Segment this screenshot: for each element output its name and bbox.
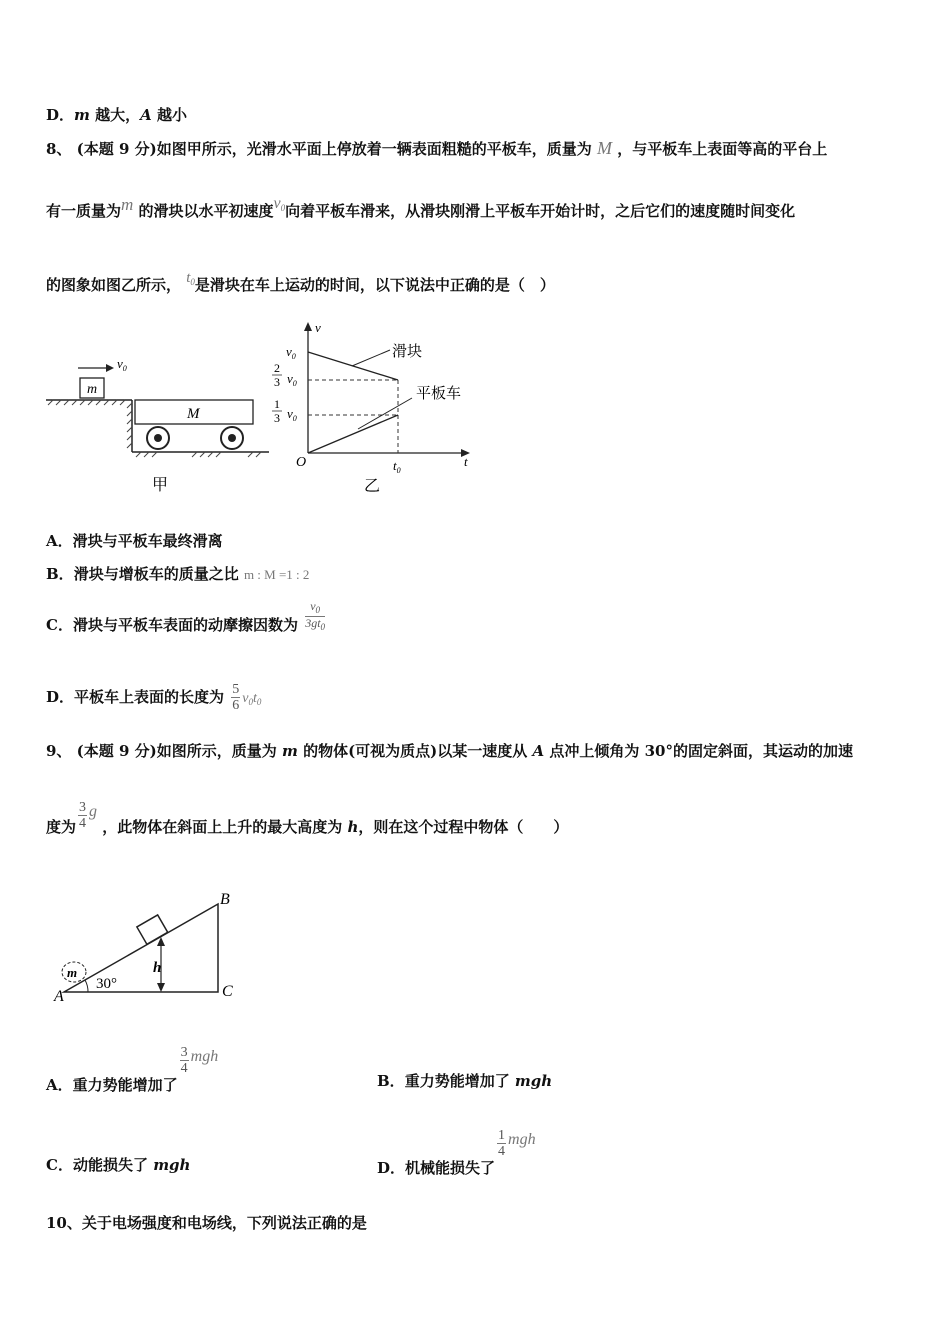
svg-text:乙: 乙 <box>364 478 381 495</box>
svg-text:v0: $v_0$ <box>117 356 127 373</box>
svg-text:v0: $v_0$ <box>286 344 296 361</box>
q9-option-b: B．重力势能增加了 mgh <box>377 1072 553 1090</box>
q10-stem: 10、关于电场强度和电场线，下列说法正确的是 <box>46 1214 367 1232</box>
svg-text:平板车: 平板车 <box>416 386 462 402</box>
q9-option-c: C．动能损失了 mgh <box>46 1156 191 1174</box>
svg-text:v0: $v_0$ <box>287 406 297 423</box>
q8-line-3: 的图象如图乙所示， $t_0$是滑块在车上运动的时间，以下说法中正确的是（ ） <box>46 270 555 294</box>
svg-text:M: M <box>187 406 200 422</box>
q9-line-1: 9、 (本题 9 分)如图所示，质量为 m 的物体(可视为质点)以某一速度从 A 点冲上倾角为 30°的固定斜面，其运动的加速 <box>46 742 853 760</box>
svg-text:t: t <box>464 454 468 469</box>
svg-text:C: C <box>222 983 233 1000</box>
q8-figure-jia <box>44 348 274 498</box>
q8-figure-yi <box>266 318 486 498</box>
svg-text:30°: 30° <box>96 976 117 992</box>
q8-line-2: 有一质量为m 的滑块以水平初速度$v_0$向着平板车滑来，从滑块刚滑上平板车开始计时，之后它们的速度随时间变化 <box>46 195 796 220</box>
cart-velocity-line <box>308 415 398 453</box>
q9-option-a: A．重力势能增加了 $\frac{3}{4}$ mgh <box>46 1045 219 1094</box>
svg-text:B: B <box>220 891 230 908</box>
svg-text:v: v <box>315 320 321 335</box>
svg-text:O: O <box>296 455 307 470</box>
incline-triangle <box>64 904 218 992</box>
svg-text:3: 3 <box>274 411 280 425</box>
q7-option-d: D．m 越大，A 越小 <box>46 106 187 124</box>
q8-line-1: 8、 (本题 9 分)如图甲所示，光滑水平面上停放着一辆表面粗糙的平板车，质量为 M ，与平板车上表面等高的平台上 <box>46 138 828 158</box>
svg-text:1: 1 <box>274 397 280 411</box>
svg-text:h: h <box>153 960 162 976</box>
q9-option-d: D．机械能损失了 $\frac{1}{4}$ mgh <box>377 1128 536 1177</box>
svg-text:t0: $t_0$ <box>393 458 401 475</box>
q8-option-a: A．滑块与平板车最终滑离 <box>46 532 223 550</box>
q9-line-2: 度为 $\frac{3}{4}$ g ，此物体在斜面上上升的最大高度为 h，则在这个过程中物体（ ） <box>46 800 569 836</box>
svg-text:A: A <box>54 988 64 1005</box>
q8-option-b: B．滑块与增板车的质量之比 m : M =1 : 2 <box>46 565 310 583</box>
svg-text:v0: $v_0$ <box>287 371 297 388</box>
svg-text:2: 2 <box>274 361 280 375</box>
q8-option-c: C．滑块与平板车表面的动摩擦因数为 $\frac{v_0}{3gt_0}$ <box>46 599 326 635</box>
svg-text:3: 3 <box>274 375 280 389</box>
q9-figure-incline <box>50 884 250 1009</box>
svg-text:m: m <box>87 382 98 397</box>
svg-text:滑块: 滑块 <box>392 344 423 360</box>
svg-text:甲: 甲 <box>152 477 169 494</box>
svg-text:m: m <box>67 965 78 980</box>
q8-option-d: D．平板车上表面的长度为 $\frac{5}{6}$ $v_0t_0$ <box>46 682 262 714</box>
